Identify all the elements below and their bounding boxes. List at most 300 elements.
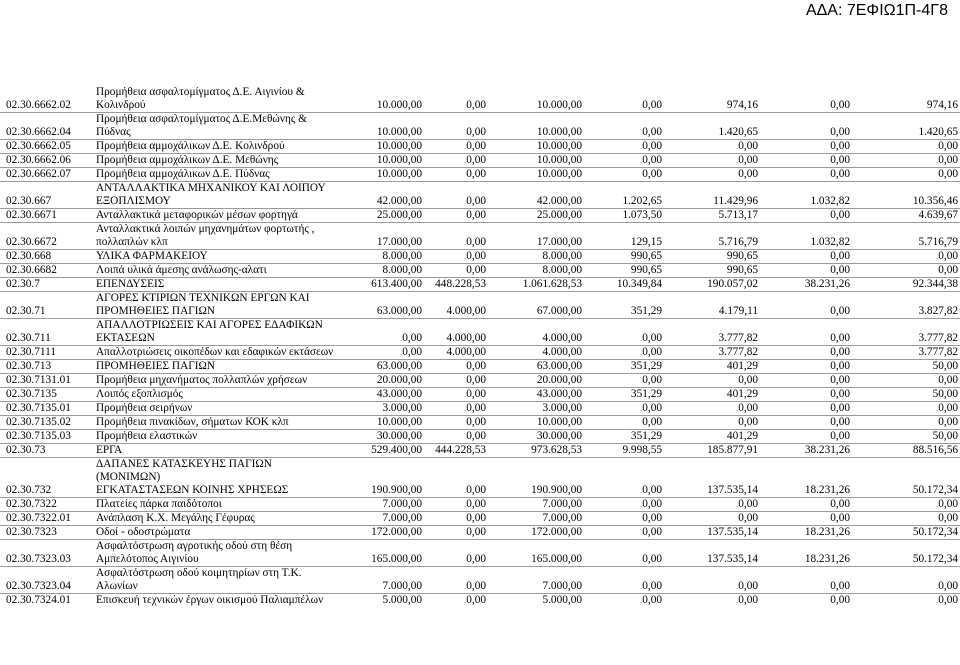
account-description — [94, 140, 338, 154]
amount-cell: 8.000,00 — [488, 250, 584, 264]
amount-cell: 0,00 — [852, 402, 960, 416]
amount-cell: 5.000,00 — [488, 594, 584, 608]
description-line: Ανταλλακτικά λοιπών μηχανημάτων φορτωτής , — [96, 223, 315, 235]
amount-cell: 18.231,26 — [760, 458, 852, 498]
account-code: 02.30.667 — [0, 182, 94, 209]
amount-cell: 4.000,00 — [424, 346, 488, 360]
amount-cell: 25.000,00 — [338, 209, 424, 223]
description-line: ΑΠΑΛΛΟΤΡΙΩΣΕΙΣ ΚΑΙ ΑΓΟΡΕΣ ΕΔΑΦΙΚΩΝ — [96, 319, 323, 331]
description-line: Οδοί - οδοστρώματα — [96, 526, 191, 538]
amount-cell: 17.000,00 — [338, 223, 424, 250]
description-line: Προμήθεια αμμοχάλικων Δ.Ε. Μεθώνης — [96, 154, 279, 166]
amount-cell: 0,00 — [584, 458, 664, 498]
table-row — [0, 526, 960, 540]
amount-cell: 401,29 — [664, 388, 760, 402]
description-line: Κολινδρού — [96, 99, 146, 111]
amount-cell: 0,00 — [760, 594, 852, 608]
amount-cell: 351,29 — [584, 292, 664, 319]
account-code: 02.30.6662.02 — [6, 99, 71, 111]
amount-cell: 0,00 — [760, 388, 852, 402]
amount-cell: 3.777,82 — [852, 346, 960, 360]
amount-cell: 165.000,00 — [338, 540, 424, 567]
amount-cell: 3.777,82 — [852, 319, 960, 346]
table-row — [0, 140, 960, 154]
amount-cell: 0,00 — [760, 264, 852, 278]
description-line: Προμήθεια πινακίδων, σήματων ΚΟΚ κλπ — [96, 416, 289, 428]
amount-cell: 129,15 — [584, 223, 664, 250]
amount-cell: 0,00 — [852, 168, 960, 182]
amount-cell: 50.172,34 — [852, 540, 960, 567]
amount-cell: 0,00 — [338, 319, 424, 346]
account-description — [94, 346, 338, 360]
amount-cell: 0,00 — [830, 99, 850, 111]
amount-cell: 0,00 — [852, 374, 960, 388]
account-code: 02.30.73 — [0, 444, 94, 458]
amount-cell: 0,00 — [760, 154, 852, 168]
amount-cell: 0,00 — [584, 154, 664, 168]
amount-cell: 7.000,00 — [338, 512, 424, 526]
amount-cell: 50.172,34 — [852, 526, 960, 540]
amount-cell: 7.000,00 — [488, 512, 584, 526]
amount-cell: 0,00 — [424, 416, 488, 430]
description-line: Λοιπά υλικά άμεσης ανάλωσης-αλατι — [96, 264, 267, 276]
amount-cell: 0,00 — [424, 498, 488, 512]
account-description — [94, 182, 338, 209]
amount-cell: 613.400,00 — [338, 278, 424, 292]
amount-cell: 30.000,00 — [338, 430, 424, 444]
amount-cell: 0,00 — [664, 402, 760, 416]
amount-cell: 0,00 — [664, 168, 760, 182]
table-row — [0, 86, 960, 113]
amount-cell: 1.073,50 — [584, 209, 664, 223]
amount-cell: 0,00 — [760, 430, 852, 444]
amount-cell: 0,00 — [760, 416, 852, 430]
amount-cell: 0,00 — [664, 594, 760, 608]
amount-cell: 3.000,00 — [488, 402, 584, 416]
amount-cell: 185.877,91 — [664, 444, 760, 458]
description-line: Προμήθεια σειρήνων — [96, 402, 193, 414]
amount-cell: 0,00 — [760, 567, 852, 594]
table-row — [0, 540, 960, 567]
account-code: 02.30.6662.06 — [0, 154, 94, 168]
amount-cell: 10.000,00 — [338, 154, 424, 168]
amount-cell: 0,00 — [760, 209, 852, 223]
amount-cell: 4.000,00 — [488, 346, 584, 360]
amount-cell: 1.420,65 — [664, 113, 760, 140]
description-line: Λοιπός εξοπλισμός — [96, 388, 183, 400]
table-row — [0, 416, 960, 430]
amount-cell: 8.000,00 — [338, 264, 424, 278]
amount-cell: 7.000,00 — [338, 498, 424, 512]
description-line: ΕΡΓΑ — [96, 444, 123, 456]
amount-cell: 18.231,26 — [760, 526, 852, 540]
table-row — [0, 430, 960, 444]
amount-cell: 0,00 — [642, 99, 662, 111]
account-code: 02.30.71 — [0, 292, 94, 319]
table-row — [0, 458, 960, 498]
amount-cell: 990,65 — [664, 264, 760, 278]
amount-cell: 974,16 — [726, 99, 758, 111]
amount-cell: 17.000,00 — [488, 223, 584, 250]
description-line: ΕΠΕΝΔΥΣΕΙΣ — [96, 278, 165, 290]
account-description — [94, 458, 338, 498]
amount-cell: 137.535,14 — [664, 540, 760, 567]
account-description — [94, 540, 338, 567]
amount-cell: 0,00 — [424, 526, 488, 540]
amount-cell: 0,00 — [760, 113, 852, 140]
description-line: Προμήθεια ελαστικών — [96, 430, 198, 442]
amount-cell: 190.900,00 — [338, 458, 424, 498]
amount-cell: 0,00 — [852, 416, 960, 430]
description-line: Απαλλοτριώσεις οικοπέδων και εδαφικών εκτάσεων — [96, 346, 334, 358]
account-description — [94, 567, 338, 594]
amount-cell: 0,00 — [424, 458, 488, 498]
account-description — [94, 319, 338, 346]
amount-cell: 351,29 — [584, 430, 664, 444]
account-code: 02.30.6662.04 — [0, 113, 94, 140]
account-code: 02.30.7111 — [0, 346, 94, 360]
amount-cell: 0,00 — [664, 498, 760, 512]
amount-cell: 10.000,00 — [338, 416, 424, 430]
amount-cell: 10.000,00 — [376, 99, 422, 111]
account-code: 02.30.7 — [0, 278, 94, 292]
account-description — [94, 444, 338, 458]
amount-cell: 10.000,00 — [488, 140, 584, 154]
amount-cell: 172.000,00 — [488, 526, 584, 540]
amount-cell: 0,00 — [760, 512, 852, 526]
amount-cell: 0,00 — [584, 168, 664, 182]
amount-cell: 0,00 — [584, 402, 664, 416]
account-description — [94, 278, 338, 292]
amount-cell: 30.000,00 — [488, 430, 584, 444]
amount-cell: 0,00 — [584, 567, 664, 594]
amount-cell: 50,00 — [852, 360, 960, 374]
amount-cell: 0,00 — [424, 430, 488, 444]
amount-cell: 0,00 — [664, 140, 760, 154]
amount-cell: 10.000,00 — [536, 99, 582, 111]
amount-cell: 990,65 — [664, 250, 760, 264]
amount-cell: 20.000,00 — [488, 374, 584, 388]
amount-cell: 18.231,26 — [760, 540, 852, 567]
table-row — [0, 594, 960, 608]
amount-cell: 0,00 — [584, 113, 664, 140]
amount-cell: 172.000,00 — [338, 526, 424, 540]
account-code: 02.30.7135.02 — [0, 416, 94, 430]
description-line: ΥΛΙΚΑ ΦΑΡΜΑΚΕΙΟΥ — [96, 250, 208, 262]
account-code: 02.30.7322 — [0, 498, 94, 512]
account-description — [94, 264, 338, 278]
amount-cell: 0,00 — [424, 168, 488, 182]
account-description — [94, 360, 338, 374]
description-line: Ανάπλαση Κ.Χ. Μεγάλης Γέφυρας — [96, 512, 255, 524]
amount-cell: 0,00 — [424, 182, 488, 209]
amount-cell: 0,00 — [760, 319, 852, 346]
account-description — [94, 388, 338, 402]
account-code: 02.30.6662.07 — [0, 168, 94, 182]
amount-cell: 7.000,00 — [488, 498, 584, 512]
table-row — [0, 444, 960, 458]
account-code: 02.30.7323.03 — [0, 540, 94, 567]
amount-cell: 0,00 — [584, 374, 664, 388]
amount-cell: 0,00 — [760, 346, 852, 360]
account-code: 02.30.7323.04 — [0, 567, 94, 594]
account-description — [94, 594, 338, 608]
account-code: 02.30.6671 — [0, 209, 94, 223]
amount-cell: 38.231,26 — [760, 444, 852, 458]
amount-cell: 1.420,65 — [852, 113, 960, 140]
amount-cell: 20.000,00 — [338, 374, 424, 388]
table-row — [0, 113, 960, 140]
description-line: Αλωνίων — [96, 580, 138, 592]
amount-cell: 10.000,00 — [488, 113, 584, 140]
table-row — [0, 250, 960, 264]
account-description — [94, 498, 338, 512]
account-description — [94, 86, 338, 113]
amount-cell: 42.000,00 — [488, 182, 584, 209]
amount-cell: 4.000,00 — [488, 319, 584, 346]
amount-cell: 4.000,00 — [424, 292, 488, 319]
account-code: 02.30.7322.01 — [0, 512, 94, 526]
description-line: Ασφαλτόστρωση αγροτικής οδού στη θέση — [96, 540, 293, 552]
amount-cell: 0,00 — [852, 250, 960, 264]
account-description — [94, 250, 338, 264]
amount-cell: 0,00 — [584, 319, 664, 346]
amount-cell: 63.000,00 — [338, 360, 424, 374]
amount-cell: 10.000,00 — [488, 416, 584, 430]
amount-cell: 0,00 — [664, 374, 760, 388]
account-description — [94, 154, 338, 168]
amount-cell: 0,00 — [424, 154, 488, 168]
amount-cell: 0,00 — [760, 140, 852, 154]
description-line: Πύδνας — [96, 126, 131, 138]
amount-cell: 0,00 — [338, 346, 424, 360]
amount-cell: 50,00 — [852, 430, 960, 444]
amount-cell: 351,29 — [584, 388, 664, 402]
amount-cell: 50,00 — [852, 388, 960, 402]
table-row — [0, 319, 960, 346]
amount-cell: 0,00 — [852, 140, 960, 154]
account-description — [94, 526, 338, 540]
account-description — [94, 430, 338, 444]
description-line: πολλαπλών κλπ — [96, 236, 168, 248]
amount-cell: 10.000,00 — [338, 140, 424, 154]
amount-cell: 165.000,00 — [488, 540, 584, 567]
amount-cell: 0,00 — [584, 594, 664, 608]
table-row — [0, 154, 960, 168]
amount-cell: 137.535,14 — [664, 458, 760, 498]
amount-cell: 88.516,56 — [852, 444, 960, 458]
account-code: 02.30.6662.05 — [0, 140, 94, 154]
account-description — [94, 402, 338, 416]
amount-cell: 4.000,00 — [424, 319, 488, 346]
account-description — [94, 113, 338, 140]
amount-cell: 0,00 — [424, 594, 488, 608]
amount-cell: 5.716,79 — [664, 223, 760, 250]
amount-cell: 5.713,17 — [664, 209, 760, 223]
amount-cell: 0,00 — [424, 264, 488, 278]
amount-cell: 0,00 — [584, 526, 664, 540]
amount-cell: 448.228,53 — [424, 278, 488, 292]
amount-cell: 7.000,00 — [338, 567, 424, 594]
table-row — [0, 360, 960, 374]
amount-cell: 0,00 — [424, 512, 488, 526]
amount-cell: 0,00 — [664, 416, 760, 430]
account-description — [94, 168, 338, 182]
amount-cell: 190.057,02 — [664, 278, 760, 292]
description-line: Προμήθεια αμμοχάλικων Δ.Ε. Κολινδρού — [96, 140, 285, 152]
amount-cell: 63.000,00 — [338, 292, 424, 319]
account-code: 02.30.711 — [0, 319, 94, 346]
amount-cell: 0,00 — [424, 402, 488, 416]
description-line: ΑΝΤΑΛΛΑΚΤΙΚΑ ΜΗΧΑΝΙΚΟΥ ΚΑΙ ΛΟΙΠΟΥ — [96, 182, 326, 194]
amount-cell: 0,00 — [584, 498, 664, 512]
table-row — [0, 168, 960, 182]
amount-cell: 1.032,82 — [760, 182, 852, 209]
amount-cell: 0,00 — [584, 346, 664, 360]
amount-cell: 444.228,53 — [424, 444, 488, 458]
amount-cell: 0,00 — [424, 209, 488, 223]
amount-cell: 3.000,00 — [338, 402, 424, 416]
amount-cell: 0,00 — [584, 540, 664, 567]
table-row — [0, 402, 960, 416]
account-code: 02.30.7135.01 — [0, 402, 94, 416]
budget-table — [0, 86, 960, 607]
account-code: 02.30.668 — [0, 250, 94, 264]
account-code: 02.30.6682 — [0, 264, 94, 278]
amount-cell: 92.344,38 — [852, 278, 960, 292]
amount-cell: 190.900,00 — [488, 458, 584, 498]
amount-cell: 0,00 — [664, 512, 760, 526]
amount-cell: 1.032,82 — [760, 223, 852, 250]
description-line: ΠΡΟΜΗΘΕΙΕΣ ΠΑΓΙΩΝ — [96, 305, 216, 317]
description-line: ΕΞΟΠΛΙΣΜΟΥ — [96, 195, 171, 207]
amount-cell: 63.000,00 — [488, 360, 584, 374]
account-code: 02.30.7135 — [0, 388, 94, 402]
account-code: 02.30.7323 — [0, 526, 94, 540]
amount-cell: 0,00 — [424, 360, 488, 374]
amount-cell: 11.429,96 — [664, 182, 760, 209]
table-row — [0, 264, 960, 278]
amount-cell: 0,00 — [424, 223, 488, 250]
account-code: 02.30.713 — [0, 360, 94, 374]
amount-cell: 4.179,11 — [664, 292, 760, 319]
table-row — [0, 346, 960, 360]
amount-cell: 0,00 — [424, 540, 488, 567]
amount-cell: 10.000,00 — [488, 168, 584, 182]
table-row — [0, 388, 960, 402]
account-code: 02.30.6672 — [0, 223, 94, 250]
table-row — [0, 292, 960, 319]
account-description — [94, 223, 338, 250]
amount-cell: 50.172,34 — [852, 458, 960, 498]
amount-cell: 0,00 — [424, 388, 488, 402]
table-row — [0, 182, 960, 209]
amount-cell: 990,65 — [584, 264, 664, 278]
table-row — [0, 512, 960, 526]
description-line: Ανταλλακτικά μεταφορικών μέσων φορτηγά — [96, 209, 298, 221]
amount-cell: 0,00 — [424, 567, 488, 594]
amount-cell: 43.000,00 — [338, 388, 424, 402]
amount-cell: 0,00 — [760, 498, 852, 512]
description-line: ΑΓΟΡΕΣ ΚΤΙΡΙΩΝ ΤΕΧΝΙΚΩΝ ΕΡΓΩΝ ΚΑΙ — [96, 292, 310, 304]
description-line: Προμήθεια ασφαλτομίγματος Δ.Ε. Αιγινίου & — [96, 86, 305, 98]
description-line: ΕΓΚΑΤΑΣΤΑΣΕΩΝ ΚΟΙΝΗΣ ΧΡΗΣΕΩΣ — [96, 484, 289, 496]
account-description — [94, 292, 338, 319]
table-row — [0, 223, 960, 250]
amount-cell: 1.061.628,53 — [488, 278, 584, 292]
amount-cell: 0,00 — [760, 374, 852, 388]
amount-cell: 5.000,00 — [338, 594, 424, 608]
amount-cell: 10.000,00 — [338, 113, 424, 140]
description-line: ΔΑΠΑΝΕΣ ΚΑΤΑΣΚΕΥΗΣ ΠΑΓΙΩΝ (ΜΟΝΙΜΩΝ) — [96, 458, 272, 483]
amount-cell: 0,00 — [424, 140, 488, 154]
amount-cell: 0,00 — [760, 402, 852, 416]
amount-cell: 0,00 — [466, 99, 486, 111]
amount-cell: 0,00 — [852, 512, 960, 526]
account-code: 02.30.732 — [0, 458, 94, 498]
account-code: 02.30.7324.01 — [0, 594, 94, 608]
amount-cell: 0,00 — [852, 594, 960, 608]
amount-cell: 3.777,82 — [664, 346, 760, 360]
amount-cell: 8.000,00 — [338, 250, 424, 264]
amount-cell: 0,00 — [760, 360, 852, 374]
amount-cell: 0,00 — [852, 154, 960, 168]
amount-cell: 137.535,14 — [664, 526, 760, 540]
amount-cell: 0,00 — [584, 512, 664, 526]
description-line: Αμπελότοπος Αιγινίου — [96, 553, 199, 565]
amount-cell: 974,16 — [926, 99, 958, 111]
amount-cell: 0,00 — [424, 113, 488, 140]
amount-cell: 0,00 — [852, 498, 960, 512]
amount-cell: 7.000,00 — [488, 567, 584, 594]
description-line: Προμήθεια αμμοχάλικων Δ.Ε. Πύδνας — [96, 168, 270, 180]
amount-cell: 10.000,00 — [338, 168, 424, 182]
account-description — [94, 374, 338, 388]
amount-cell: 67.000,00 — [488, 292, 584, 319]
account-description — [94, 209, 338, 223]
amount-cell: 0,00 — [424, 374, 488, 388]
table-row — [0, 498, 960, 512]
amount-cell: 10.000,00 — [488, 154, 584, 168]
amount-cell: 43.000,00 — [488, 388, 584, 402]
amount-cell: 9.998,55 — [584, 444, 664, 458]
amount-cell: 0,00 — [584, 140, 664, 154]
amount-cell: 973.628,53 — [488, 444, 584, 458]
amount-cell: 0,00 — [584, 416, 664, 430]
amount-cell: 0,00 — [852, 567, 960, 594]
amount-cell: 1.202,65 — [584, 182, 664, 209]
amount-cell: 8.000,00 — [488, 264, 584, 278]
amount-cell: 3.777,82 — [664, 319, 760, 346]
amount-cell: 3.827,82 — [852, 292, 960, 319]
table-row — [0, 209, 960, 223]
amount-cell: 529.400,00 — [338, 444, 424, 458]
account-code: 02.30.7131.01 — [0, 374, 94, 388]
description-line: ΕΚΤΑΣΕΩΝ — [96, 332, 155, 344]
amount-cell: 0,00 — [424, 250, 488, 264]
description-line: Επισκευή τεχνικών έργων οικισμού Παλιαμπέλων — [96, 594, 324, 606]
table-row — [0, 567, 960, 594]
table-row — [0, 374, 960, 388]
account-description — [94, 512, 338, 526]
account-description — [94, 416, 338, 430]
amount-cell: 10.356,46 — [852, 182, 960, 209]
description-line: Ασφαλτόστρωση οδού κοιμητηρίων στη Τ.Κ. — [96, 567, 302, 579]
amount-cell: 401,29 — [664, 360, 760, 374]
amount-cell: 0,00 — [664, 567, 760, 594]
amount-cell: 990,65 — [584, 250, 664, 264]
amount-cell: 0,00 — [760, 250, 852, 264]
